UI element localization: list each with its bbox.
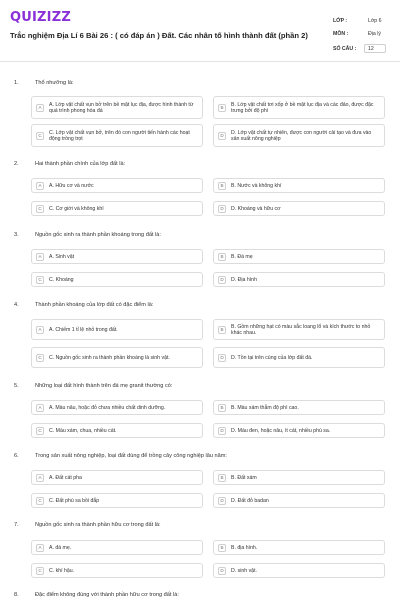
q1-option-b[interactable] [213, 96, 385, 119]
q5-option-a[interactable] [31, 400, 203, 415]
option-letter: A [36, 326, 44, 334]
option-letter: A [36, 404, 44, 412]
q4-option-a[interactable] [31, 319, 203, 340]
option-text: C. Đất phù sa bồi đắp [49, 497, 100, 504]
q4-option-b[interactable] [213, 319, 385, 340]
meta-subject-label: MÔN : [333, 31, 349, 37]
q6-option-c[interactable] [31, 493, 203, 508]
option-text: B. Gồm những hạt có màu sắc loang lổ và kích thước to nhỏ khác nhau. [231, 323, 371, 336]
option-letter: A [36, 474, 44, 482]
option-text: B. địa hình. [231, 544, 258, 551]
option-text: A. Đất cát pha [49, 474, 82, 481]
q2-option-d[interactable] [213, 201, 385, 216]
option-letter: D [218, 205, 226, 213]
option-letter: C [36, 132, 44, 140]
q6-option-b[interactable] [213, 470, 385, 485]
question-text: Hai thành phần chính của lớp đất là: [35, 161, 126, 167]
option-text: B. Đất xám [231, 474, 257, 481]
option-letter: B [218, 182, 226, 190]
option-text: B. Nước và không khí [231, 182, 282, 189]
option-text: A. đá mẹ. [49, 544, 72, 551]
question-text: Nguồn gốc sinh ra thành phần khoáng trong đất là: [35, 232, 161, 238]
option-letter: D [218, 427, 226, 435]
question-number: 3. [14, 232, 19, 238]
option-letter: A [36, 253, 44, 261]
q7-option-c[interactable] [31, 563, 203, 578]
question-text: Thổ nhưỡng là: [35, 80, 74, 86]
option-text: A. Hữu cơ và nước [49, 182, 94, 189]
option-text: C. Nguồn gốc sinh ra thành phần khoáng là sinh vật. [49, 354, 170, 361]
q2-option-b[interactable] [213, 178, 385, 193]
option-letter: A [36, 104, 44, 112]
page-title: Trắc nghiệm Địa Lí 6 Bài 26 : ( có đáp án ) Đất. Các nhân tố hình thành đất (phần 2) [10, 31, 308, 40]
question-text: Những loại đất hình thành trên đá mẹ granit thường có: [35, 383, 173, 389]
question-number: 1. [14, 80, 19, 86]
option-letter: B [218, 474, 226, 482]
meta-subject-value: Địa lý [368, 31, 381, 37]
option-text: A. Lớp vật chất vụn bở trên bề mặt lục địa, được hình thành từ quá trình phong hóa đá [49, 101, 194, 114]
option-letter: C [36, 354, 44, 362]
option-letter: D [218, 567, 226, 575]
option-letter: B [218, 544, 226, 552]
option-letter: C [36, 276, 44, 284]
option-letter: D [218, 497, 226, 505]
option-letter: A [36, 544, 44, 552]
option-text: D. Tồn tại trên cùng của lớp đất đá. [231, 354, 313, 361]
meta-class-value: Lớp 6 [368, 18, 382, 24]
question-text: Thành phần khoáng của lớp đất có đặc điểm là: [35, 302, 154, 308]
question-text: Trong sản xuất nông nghiệp, loại đất dùng để trồng cây công nghiệp lâu năm: [35, 453, 227, 459]
option-letter: D [218, 276, 226, 284]
q3-option-d[interactable] [213, 272, 385, 287]
meta-class-label: LỚP : [333, 18, 348, 24]
q7-option-b[interactable] [213, 540, 385, 555]
q5-option-b[interactable] [213, 400, 385, 415]
q3-option-c[interactable] [31, 272, 203, 287]
option-text: A. Sinh vật [49, 253, 75, 260]
option-text: B. Lớp vật chất tơi xốp ở bề mặt lục địa và các đảo, được đặc trưng bởi độ phì [231, 101, 374, 114]
option-letter: C [36, 427, 44, 435]
q3-option-b[interactable] [213, 249, 385, 264]
q7-option-d[interactable] [213, 563, 385, 578]
q3-option-a[interactable] [31, 249, 203, 264]
option-letter: A [36, 182, 44, 190]
option-letter: B [218, 326, 226, 334]
question-number: 2. [14, 161, 19, 167]
question-number: 8. [14, 592, 19, 598]
option-letter: B [218, 404, 226, 412]
option-text: A. Chiếm 1 tỉ lệ nhỏ trong đất. [49, 326, 118, 333]
question-number: 7. [14, 522, 19, 528]
q5-option-d[interactable] [213, 423, 385, 438]
q1-option-c[interactable] [31, 124, 203, 147]
question-number: 6. [14, 453, 19, 459]
question-number: 5. [14, 383, 19, 389]
option-text: D. Lớp vật chất tự nhiên, được con người cải tạo và đưa vào sản xuất nông nghiệp [231, 129, 372, 142]
question-text: Đặc điểm không đúng với thành phần hữu cơ trong đất là: [35, 592, 179, 598]
q1-option-a[interactable] [31, 96, 203, 119]
option-text: D. Đất đỏ badan [231, 497, 269, 504]
option-text: B. Đá mẹ [231, 253, 253, 260]
option-letter: D [218, 354, 226, 362]
option-letter: B [218, 253, 226, 261]
q7-option-a[interactable] [31, 540, 203, 555]
question-number: 4. [14, 302, 19, 308]
q6-option-d[interactable] [213, 493, 385, 508]
page-header [0, 0, 400, 62]
option-letter: C [36, 567, 44, 575]
option-text: A. Màu nâu, hoặc đỏ chưa nhiều chất dinh dưỡng. [49, 404, 166, 411]
option-text: D. Khoáng và hữu cơ [231, 205, 281, 212]
option-text: C. Cơ giới và không khí [49, 205, 104, 212]
q4-option-c[interactable] [31, 347, 203, 368]
option-text: D. Địa hình [231, 276, 257, 283]
option-letter: B [218, 104, 226, 112]
meta-count-label: SỐ CÂU : [333, 46, 357, 52]
option-text: B. Màu xám thẫm độ phì cao. [231, 404, 299, 411]
q1-option-d[interactable] [213, 124, 385, 147]
quizizz-logo: QUIZIZZ [10, 10, 71, 25]
option-letter: D [218, 132, 226, 140]
option-text: C. khí hậu. [49, 567, 75, 574]
q5-option-c[interactable] [31, 423, 203, 438]
option-text: C. Màu xám, chua, nhiều cát. [49, 427, 117, 434]
option-text: D. Màu đen, hoặc nâu, ít cát, nhiều phù sa. [231, 427, 331, 434]
option-letter: C [36, 497, 44, 505]
option-text: D. sinh vật. [231, 567, 257, 574]
q6-option-a[interactable] [31, 470, 203, 485]
meta-count-value: 12 [368, 46, 374, 52]
q2-option-a[interactable] [31, 178, 203, 193]
option-letter: C [36, 205, 44, 213]
q4-option-d[interactable] [213, 347, 385, 368]
question-text: Nguồn gốc sinh ra thành phần hữu cơ trong đất là: [35, 522, 161, 528]
option-text: C. Khoáng [49, 276, 74, 283]
option-text: C. Lớp vật chất vụn bở, trên đó con người tiến hành các hoạt động trồng trọt [49, 129, 190, 142]
q2-option-c[interactable] [31, 201, 203, 216]
